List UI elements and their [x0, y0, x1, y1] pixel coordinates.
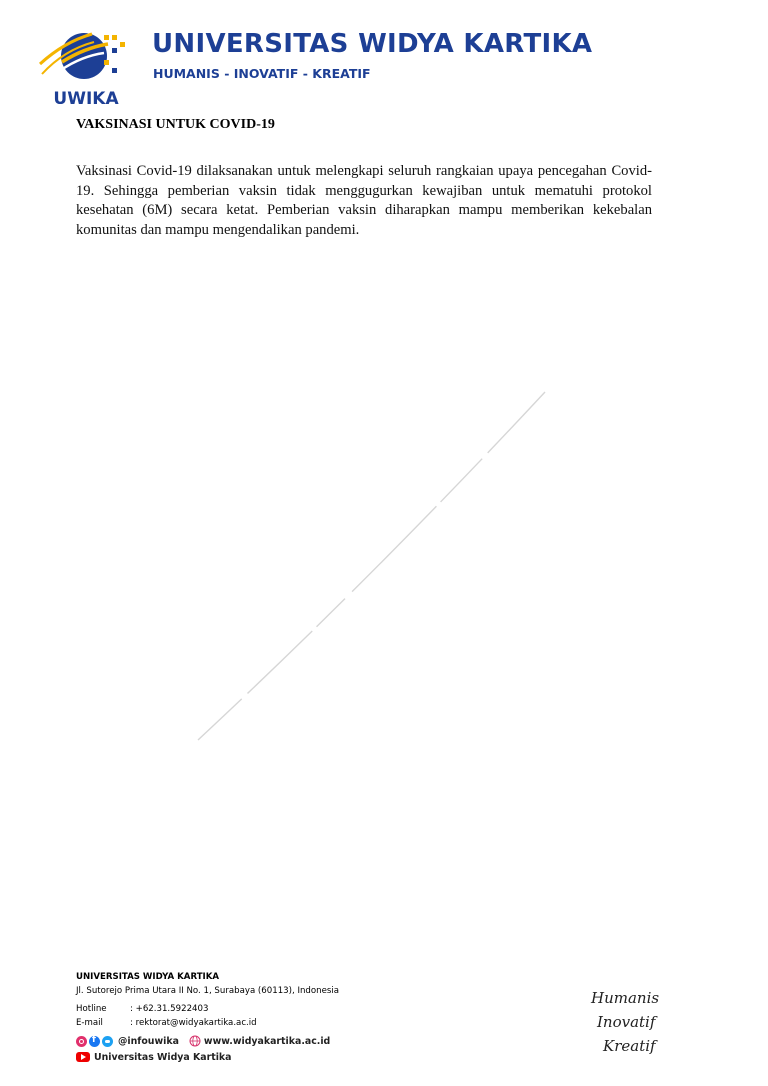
- document-title: VAKSINASI UNTUK COVID-19: [76, 117, 275, 132]
- footer-university-name: UNIVERSITAS WIDYA KARTIKA: [76, 972, 220, 982]
- instagram-icon[interactable]: [76, 1036, 87, 1047]
- footer-social-row: [76, 1034, 330, 1048]
- motto-signature: [585, 985, 660, 1065]
- logo-text: UWIKA: [53, 89, 119, 108]
- twitter-icon[interactable]: [102, 1036, 113, 1047]
- signature-line-2: Inovatif: [597, 1013, 656, 1031]
- footer-hotline: [76, 1004, 208, 1014]
- email-label: E-mail: [76, 1018, 103, 1028]
- hotline-value: : +62.31.5922403: [130, 1004, 209, 1014]
- university-name: UNIVERSITAS WIDYA KARTIKA: [152, 29, 593, 59]
- document-paragraph: Vaksinasi Covid-19 dilaksanakan untuk melengkapi seluruh rangkaian upaya pencegahan Covid-19. Sehingga pemberian vaksin tidak menggugurkan kewajiban untuk mematuhi protokol kesehatan (6M) secara ketat. Pemberian vaksin diharapkan mampu memberikan kekebalan komunitas dan mampu mengendalikan pandemi.: [76, 163, 652, 238]
- globe-icon: [189, 1035, 201, 1047]
- signature-line-3: Kreatif: [603, 1037, 656, 1055]
- signature-line-1: Humanis: [591, 989, 660, 1007]
- watermark-graphic: [180, 380, 560, 760]
- footer-youtube-row: [76, 1050, 231, 1064]
- hotline-label: Hotline: [76, 1004, 107, 1014]
- website-link[interactable]: www.widyakartika.ac.id: [203, 1035, 331, 1047]
- social-handle[interactable]: @infouwika: [118, 1035, 179, 1047]
- youtube-channel[interactable]: Universitas Widya Kartika: [94, 1051, 232, 1063]
- university-tagline: HUMANIS - INOVATIF - KREATIF: [153, 66, 371, 81]
- facebook-icon[interactable]: [89, 1036, 100, 1047]
- footer-address: Jl. Sutorejo Prima Utara II No. 1, Surabaya (60113), Indonesia: [76, 986, 340, 996]
- email-value[interactable]: : rektorat@widyakartika.ac.id: [130, 1018, 257, 1028]
- footer-email: [76, 1018, 257, 1028]
- uwika-logo: [34, 20, 138, 108]
- youtube-icon[interactable]: [76, 1052, 90, 1062]
